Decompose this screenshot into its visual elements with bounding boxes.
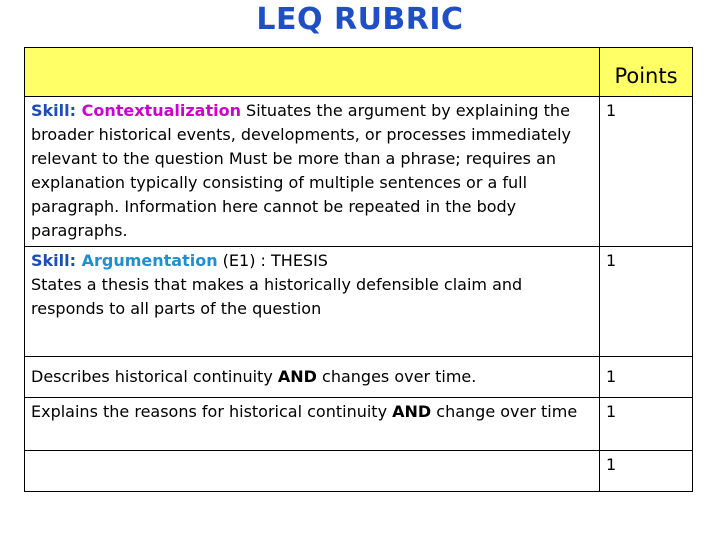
criterion-text: Situates the argument by explaining the broader historical events, developments, or processes immediately relevant to the question Must be more than a phrase; requires an explanation typically consisting of multiple sentences or a full paragraph. Information here cannot be repeated in the body paragraphs.: [31, 101, 572, 240]
criterion-text: changes over time.: [316, 367, 477, 386]
skill-label: Skill:: [31, 251, 82, 270]
skill-name: Contextualization: [81, 101, 241, 120]
page-title: LEQ RUBRIC: [256, 2, 464, 37]
criterion-cell: [25, 357, 600, 398]
table-row: [25, 357, 693, 398]
header-description-cell: [25, 48, 600, 97]
points-cell: 1: [600, 247, 693, 357]
table-row: [25, 398, 693, 451]
points-cell: 1: [600, 398, 693, 451]
points-cell: 1: [600, 451, 693, 492]
criterion-cell: [25, 247, 600, 357]
skill-label: Skill:: [31, 101, 82, 120]
table-row: [25, 451, 693, 492]
points-cell: 1: [600, 97, 693, 247]
table-row: [25, 247, 693, 357]
table-header-row: [25, 48, 693, 97]
criterion-text: Explains the reasons for historical continuity: [31, 402, 393, 421]
criterion-cell: [25, 97, 600, 247]
criterion-text: States a thesis that makes a historically defensible claim and responds to all parts of the question: [31, 275, 523, 318]
rubric-table: [24, 47, 693, 492]
header-points-cell: Points: [600, 48, 693, 97]
skill-name: Argumentation: [81, 251, 218, 270]
criterion-emphasis: AND: [277, 367, 317, 386]
points-cell: 1: [600, 357, 693, 398]
criterion-text: change over time: [431, 402, 578, 421]
criterion-emphasis: AND: [392, 402, 432, 421]
skill-suffix: (E1) : THESIS: [217, 251, 328, 270]
criterion-cell: [25, 451, 600, 492]
table-row: [25, 97, 693, 247]
criterion-text: Describes historical continuity: [31, 367, 278, 386]
criterion-cell: [25, 398, 600, 451]
